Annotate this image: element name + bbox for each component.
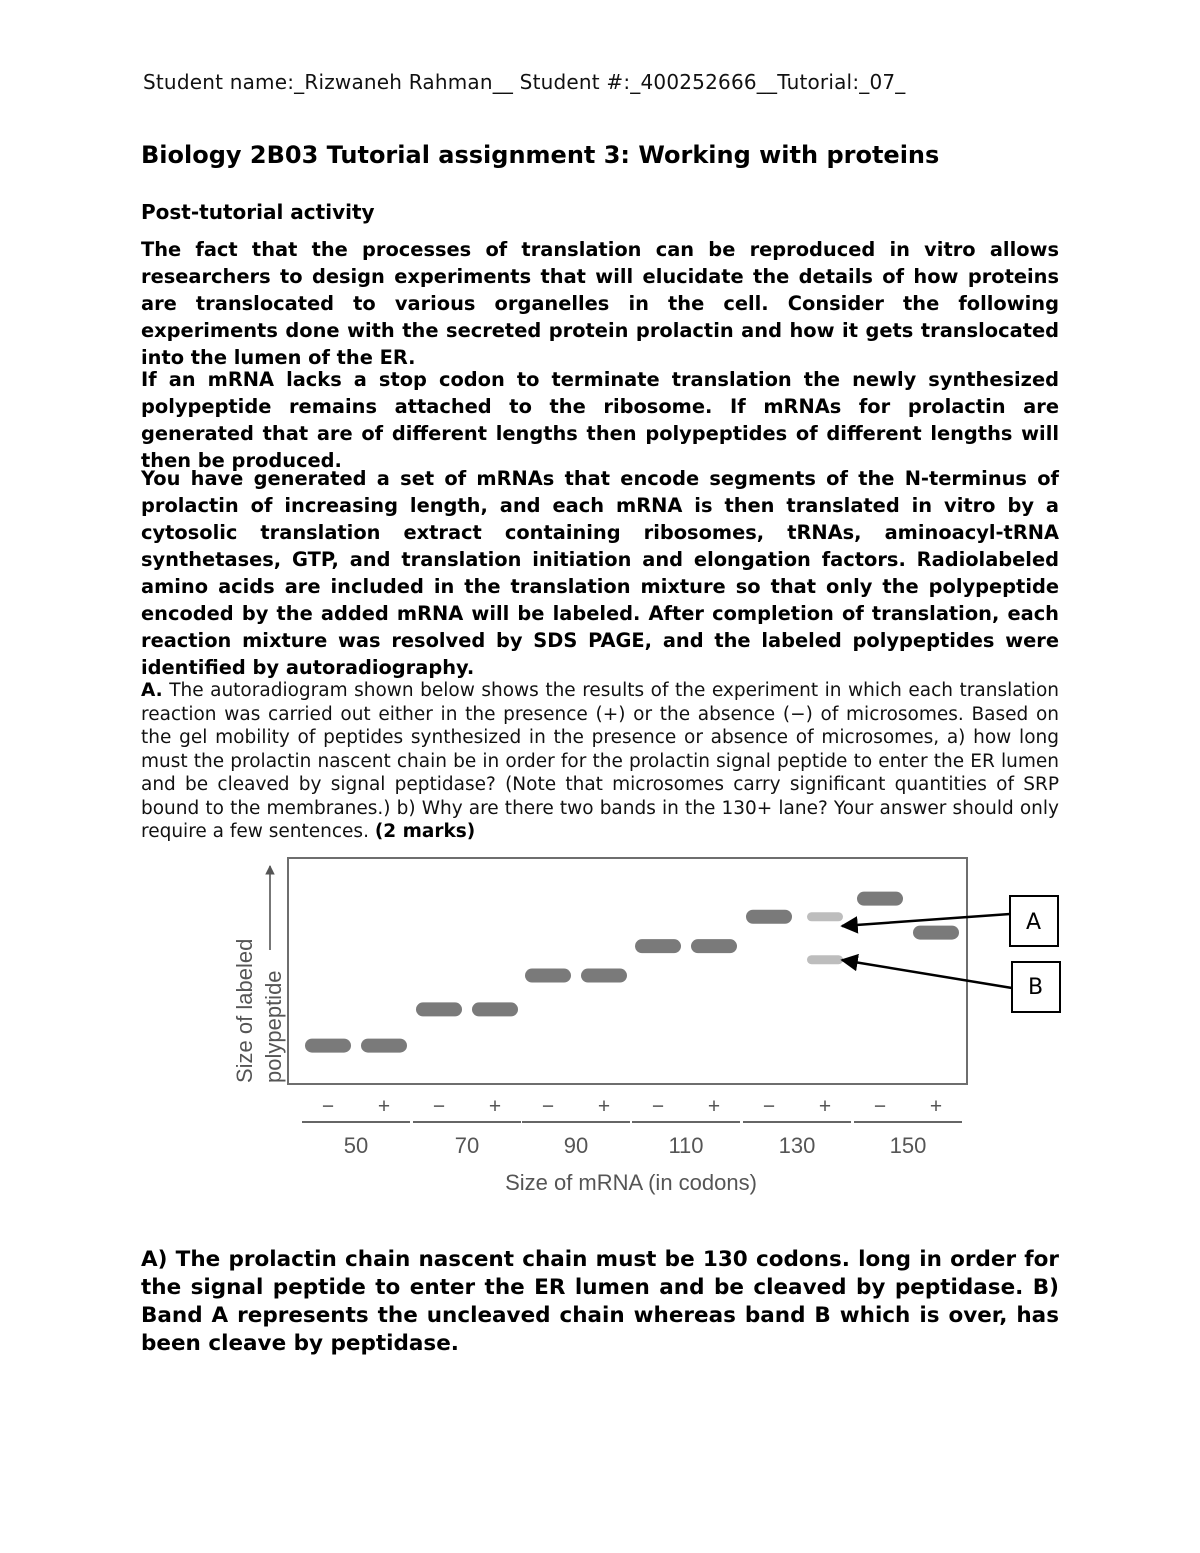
answer-text: A) The prolactin chain nascent chain must be 130 codons. long in order for the signal peptide to enter the ER lumen and be cleaved by peptidase. B) Band A represents the uncleaved chain whereas band B which is over, has been cleave by peptidase. (141, 1247, 1059, 1356)
lane-sign-90-plus: + (597, 1095, 611, 1118)
lane-sign-50-minus: − (321, 1095, 335, 1118)
band-130-minus (746, 910, 792, 924)
callout-label-a: A (1026, 910, 1042, 935)
group-label-70: 70 (454, 1133, 480, 1158)
band-90-plus (581, 969, 627, 983)
band-110-plus (691, 939, 737, 953)
question-marks: (2 marks) (374, 821, 476, 842)
lane-sign-150-plus: + (929, 1095, 943, 1118)
band-110-minus (635, 939, 681, 953)
lane-sign-150-minus: − (873, 1095, 887, 1118)
group-label-150: 150 (889, 1133, 927, 1158)
group-label-50: 50 (343, 1133, 369, 1158)
x-axis-label: Size of mRNA (in codons) (505, 1170, 757, 1195)
lane-sign-130-minus: − (762, 1095, 776, 1118)
band-150-plus (913, 926, 959, 940)
x-axis (302, 1095, 962, 1158)
student-header: Student name:_Rizwaneh Rahman__ Student #:_400252666__Tutorial:_07_ (143, 70, 906, 94)
y-axis-label (232, 939, 286, 1083)
band-50-plus (361, 1039, 407, 1053)
lane-sign-70-plus: + (488, 1095, 502, 1118)
band-70-plus (472, 1002, 518, 1016)
group-label-110: 110 (668, 1133, 704, 1158)
intro-paragraph: The fact that the processes of translation can be reproduced in vitro allows researchers to design experiments that will elucidate the details of how proteins are translocated to various organelles in the cell. Consider the following experiments done with the secreted protein prolactin and how it gets translocated into the lumen of the ER. (141, 238, 1059, 369)
lane-sign-110-plus: + (707, 1095, 721, 1118)
group-label-130: 130 (778, 1133, 816, 1158)
lane-sign-70-minus: − (432, 1095, 446, 1118)
group-label-90: 90 (563, 1133, 589, 1158)
band-150-minus (857, 892, 903, 906)
band-70-minus (416, 1002, 462, 1016)
band-50-minus (305, 1039, 351, 1053)
lane-sign-50-plus: + (377, 1095, 391, 1118)
question-label: A. (141, 680, 163, 701)
y-axis-label-line1: Size of labeled (232, 938, 257, 1083)
y-axis-label-line2: polypeptide (261, 970, 286, 1083)
band-130-plus-a (807, 912, 843, 921)
band-90-minus (525, 969, 571, 983)
lane-sign-90-minus: − (541, 1095, 555, 1118)
lane-sign-110-minus: − (651, 1095, 665, 1118)
question-text: The autoradiogram shown below shows the results of the experiment in which each translation reaction was carried out either in the presence (+) or the absence (−) of microsomes. Based on the gel mobility of peptides synthesized in the presence or absence of microsomes, a) how long must the prolactin nascent chain be in order for the prolactin signal peptide to enter the ER lumen and be cleaved by signal peptidase? (Note that microsomes carry significant quantities of SRP bound to the membranes.) b) Why are there two bands in the 130+ lane? Your answer should only require a few sentences. (141, 680, 1059, 842)
section-subtitle: Post-tutorial activity (141, 200, 375, 224)
lane-sign-130-plus: + (818, 1095, 832, 1118)
stop-codon-paragraph: If an mRNA lacks a stop codon to terminate translation the newly synthesized polypeptide remains attached to the ribosome. If mRNAs for prolactin are generated that are of different lengths then polypeptides of different lengths will then be produced. (141, 368, 1059, 472)
page-title: Biology 2B03 Tutorial assignment 3: Working with proteins (141, 141, 940, 169)
band-130-plus-b (807, 955, 843, 964)
callout-label-b: B (1028, 975, 1044, 1000)
experiment-paragraph: You have generated a set of mRNAs that encode segments of the N-terminus of prolactin of increasing length, and each mRNA is then translated in vitro by a cytosolic translation extract containing ribosomes, tRNAs, aminoacyl-tRNA synthetases, GTP, and translation initiation and elongation factors. Radiolabeled amino acids are included in the translation mixture so that only the polypeptide encoded by the added mRNA will be labeled. After completion of translation, each reaction mixture was resolved by SDS PAGE, and the labeled polypeptides were identified by autoradiography. (141, 467, 1059, 679)
